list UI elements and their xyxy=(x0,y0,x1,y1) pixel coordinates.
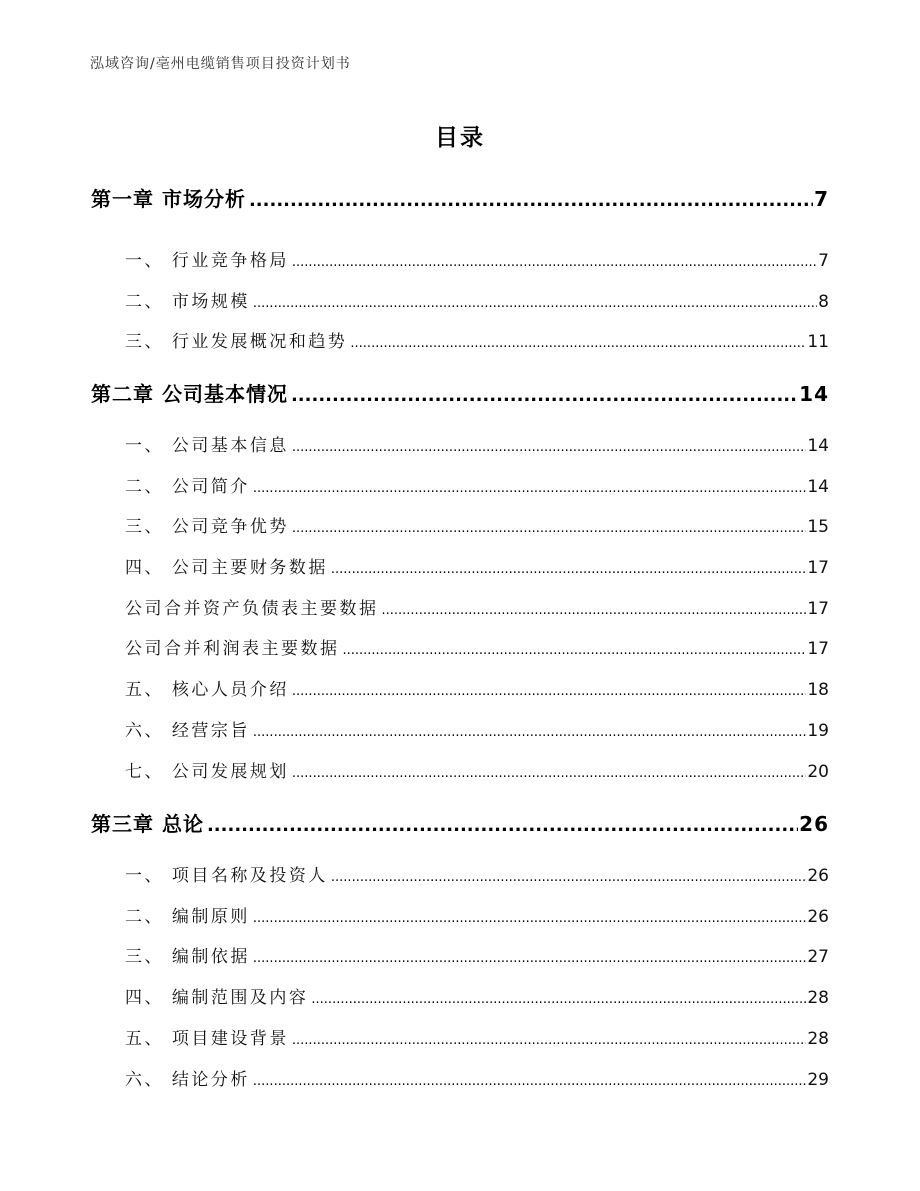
dot-leader xyxy=(253,481,806,496)
dot-leader xyxy=(331,870,806,885)
toc-chapter-3[interactable] xyxy=(91,808,829,837)
toc-section-3-6[interactable] xyxy=(125,1065,829,1090)
dot-leader xyxy=(292,766,806,781)
toc-section-3-2[interactable] xyxy=(125,902,829,927)
dot-leader xyxy=(311,992,806,1007)
toc-entry-label: 一、 项目名称及投资人 xyxy=(125,866,328,886)
toc-chapter-2[interactable] xyxy=(91,378,829,407)
toc-section-3-5[interactable] xyxy=(125,1024,829,1049)
dot-leader xyxy=(253,725,806,740)
toc-entry-label: 三、 行业发展概况和趋势 xyxy=(125,332,348,352)
toc-section-1-2[interactable] xyxy=(125,287,829,312)
toc-page-number: 19 xyxy=(807,721,829,741)
toc-page-number: 14 xyxy=(807,477,829,497)
toc-entry-label: 六、 经营宗旨 xyxy=(125,721,250,741)
toc-entry-label: 第一章 市场分析 xyxy=(91,187,246,211)
toc-page-number: 28 xyxy=(807,1029,829,1049)
toc-section-2-3[interactable] xyxy=(125,512,829,537)
dot-leader xyxy=(331,562,806,577)
toc-entry-label: 三、 公司竞争优势 xyxy=(125,517,289,537)
dot-leader xyxy=(249,187,813,211)
toc-entry-label: 第三章 总论 xyxy=(91,812,204,836)
toc-page-number: 17 xyxy=(807,639,829,659)
dot-leader xyxy=(350,336,806,351)
toc-section-2-4[interactable] xyxy=(125,553,829,578)
toc-page-number: 15 xyxy=(807,517,829,537)
toc-page-number: 11 xyxy=(807,332,829,352)
toc-entry-label: 一、 行业竞争格局 xyxy=(125,251,289,271)
toc-entry-label: 六、 结论分析 xyxy=(125,1070,250,1090)
toc-entry-label: 七、 公司发展规划 xyxy=(125,762,289,782)
dot-leader xyxy=(292,255,817,270)
toc-chapter-1[interactable] xyxy=(91,183,829,212)
dot-leader xyxy=(292,440,806,455)
toc-section-2-1[interactable] xyxy=(125,431,829,456)
toc-subsection-income-statement[interactable] xyxy=(125,634,829,659)
dot-leader xyxy=(253,911,806,926)
toc-entry-label: 第二章 公司基本情况 xyxy=(91,382,288,406)
dot-leader xyxy=(292,521,806,536)
dot-leader xyxy=(207,812,798,836)
toc-subsection-balance-sheet[interactable] xyxy=(125,594,829,619)
toc-page-number: 17 xyxy=(807,558,829,578)
toc-entry-label: 四、 编制范围及内容 xyxy=(125,988,309,1008)
toc-entry-label: 公司合并资产负债表主要数据 xyxy=(125,599,379,619)
toc-entry-label: 一、 公司基本信息 xyxy=(125,436,289,456)
toc-page-number: 8 xyxy=(818,292,829,312)
dot-leader xyxy=(292,1033,806,1048)
toc-page-number: 17 xyxy=(807,599,829,619)
toc-entry-label: 二、 公司简介 xyxy=(125,477,250,497)
toc-section-1-1[interactable] xyxy=(125,246,829,271)
toc-entry-label: 四、 公司主要财务数据 xyxy=(125,558,328,578)
toc-page-number: 20 xyxy=(807,762,829,782)
dot-leader xyxy=(253,951,806,966)
dot-leader xyxy=(253,296,817,311)
dot-leader xyxy=(343,643,807,658)
toc-entry-label: 三、 编制依据 xyxy=(125,947,250,967)
toc-section-2-5[interactable] xyxy=(125,675,829,700)
toc-page-number: 26 xyxy=(799,812,829,836)
toc-section-1-3[interactable] xyxy=(125,327,829,352)
toc-entry-label: 二、 编制原则 xyxy=(125,907,250,927)
toc-section-2-2[interactable] xyxy=(125,472,829,497)
toc-section-3-4[interactable] xyxy=(125,983,829,1008)
toc-section-3-1[interactable] xyxy=(125,861,829,886)
toc-page-number: 14 xyxy=(799,382,829,406)
toc-page-number: 7 xyxy=(818,251,829,271)
dot-leader xyxy=(292,684,806,699)
toc-entry-label: 五、 项目建设背景 xyxy=(125,1029,289,1049)
toc-page-number: 7 xyxy=(814,187,829,211)
dot-leader xyxy=(382,603,807,618)
toc-entry-label: 五、 核心人员介绍 xyxy=(125,680,289,700)
toc-page-number: 29 xyxy=(807,1070,829,1090)
toc-page-number: 28 xyxy=(807,988,829,1008)
running-header: 泓域咨询/亳州电缆销售项目投资计划书 xyxy=(90,56,351,72)
toc-section-2-6[interactable] xyxy=(125,716,829,741)
toc-page-number: 26 xyxy=(807,907,829,927)
toc-section-2-7[interactable] xyxy=(125,757,829,782)
toc-entry-label: 二、 市场规模 xyxy=(125,292,250,312)
toc-page-number: 26 xyxy=(807,866,829,886)
toc-entry-label: 公司合并利润表主要数据 xyxy=(125,639,340,659)
toc-page-number: 14 xyxy=(807,436,829,456)
toc-title: 目录 xyxy=(435,125,485,151)
toc-section-3-3[interactable] xyxy=(125,942,829,967)
dot-leader xyxy=(291,382,798,406)
toc-page-number: 18 xyxy=(807,680,829,700)
dot-leader xyxy=(253,1074,806,1089)
toc-page-number: 27 xyxy=(807,947,829,967)
